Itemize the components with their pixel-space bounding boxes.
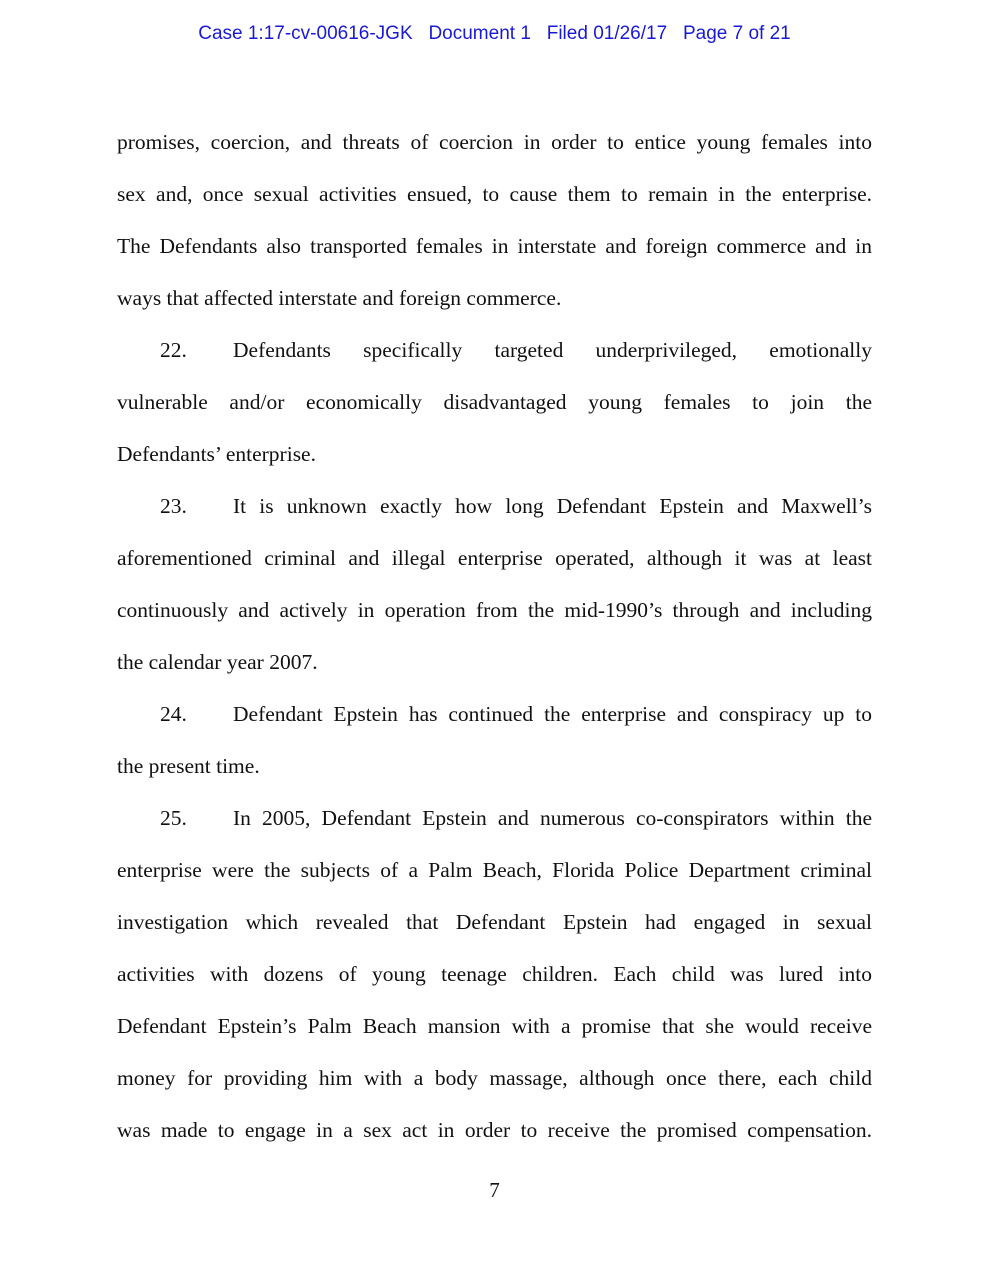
- text-line: money for providing him with a body massage, although once there, each child: [117, 1066, 872, 1090]
- paragraph-number: 22.: [160, 338, 187, 362]
- text-line: the calendar year 2007.: [117, 650, 318, 674]
- paragraph-23: [117, 488, 872, 696]
- text-line: vulnerable and/or economically disadvantaged young females to join the: [117, 390, 872, 414]
- text-line: sex and, once sexual activities ensued, to cause them to remain in the enterprise.: [117, 182, 872, 206]
- text-line: Defendants’ enterprise.: [117, 442, 316, 466]
- text-line: Defendant Epstein’s Palm Beach mansion with a promise that she would receive: [117, 1014, 872, 1038]
- text-line: promises, coercion, and threats of coercion in order to entice young females into: [117, 130, 872, 154]
- text-line: aforementioned criminal and illegal enterprise operated, although it was at least: [117, 546, 872, 570]
- text-line: enterprise were the subjects of a Palm Beach, Florida Police Department criminal: [117, 858, 872, 882]
- text-line: ways that affected interstate and foreign commerce.: [117, 286, 562, 310]
- paragraph-24: [117, 696, 872, 800]
- paragraph-25: [117, 800, 872, 1164]
- text-line: continuously and actively in operation from the mid-1990’s through and including: [117, 598, 872, 622]
- text-line: It is unknown exactly how long Defendant Epstein and Maxwell’s: [233, 494, 872, 518]
- text-line: the present time.: [117, 754, 260, 778]
- text-line: investigation which revealed that Defendant Epstein had engaged in sexual: [117, 910, 872, 934]
- paragraph-number: 24.: [160, 702, 187, 726]
- text-line: Defendants specifically targeted underprivileged, emotionally: [233, 338, 872, 362]
- text-line: In 2005, Defendant Epstein and numerous co-conspirators within the: [233, 806, 872, 830]
- paragraph-number: 25.: [160, 806, 187, 830]
- text-line: Defendant Epstein has continued the enterprise and conspiracy up to: [233, 702, 872, 726]
- paragraph-21-continuation: [117, 124, 872, 332]
- text-line: The Defendants also transported females in interstate and foreign commerce and in: [117, 234, 872, 258]
- paragraph-number: 23.: [160, 494, 187, 518]
- text-line: was made to engage in a sex act in order to receive the promised compensation.: [117, 1118, 872, 1142]
- paragraph-22: [117, 332, 872, 488]
- text-line: activities with dozens of young teenage children. Each child was lured into: [117, 962, 872, 986]
- ecf-filing-header: Case 1:17-cv-00616-JGK Document 1 Filed 01/26/17 Page 7 of 21: [198, 23, 791, 44]
- complaint-body: [117, 124, 872, 1164]
- page-number: 7: [489, 1178, 500, 1202]
